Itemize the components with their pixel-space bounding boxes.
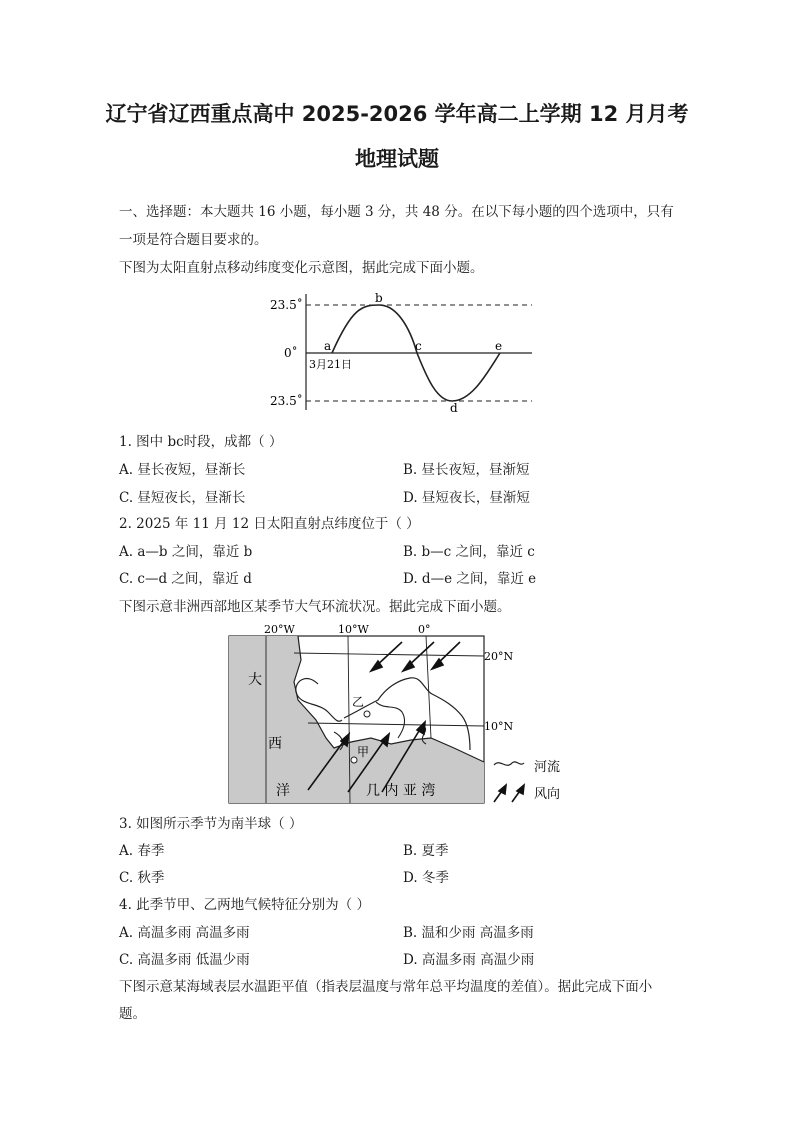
question-intro-1: 下图为太阳直射点移动纬度变化示意图，据此完成下面小题。 [119,260,484,276]
question-2-option-a[interactable]: A. a—b 之间，靠近 b [119,544,253,560]
y-label-top: 23.5˚ [270,298,303,312]
page-subtitle: 地理试题 [355,147,439,171]
question-2-option-b[interactable]: B. b—c 之间，靠近 c [403,544,535,560]
question-4-stem: 4. 此季节甲、乙两地气候特征分别为（ ） [119,897,370,913]
point-e: e [495,339,503,353]
wind-legend-icon [494,785,524,802]
date-label: 3月21日 [309,358,352,371]
page-title: 辽宁省辽西重点高中 2025-2026 学年高二上学期 12 月月考 [105,102,689,126]
question-4-option-d[interactable]: D. 高温多雨 高温少雨 [403,952,535,968]
gulf-label: 几 内 亚 湾 [366,783,436,799]
point-c: c [415,339,422,353]
west-africa-map [226,620,576,806]
point-d: d [450,401,458,415]
question-2-stem: 2. 2025 年 11 月 12 日太阳直射点纬度位于（ ） [119,516,420,532]
question-4-option-c[interactable]: C. 高温多雨 低温少雨 [119,952,250,968]
ocean-label-2: 西 [268,736,282,752]
question-intro-2: 下图示意非洲西部地区某季节大气环流状况。据此完成下面小题。 [119,599,511,615]
question-1-option-a[interactable]: A. 昼长夜短，昼渐长 [119,462,246,478]
question-1-option-b[interactable]: B. 昼长夜短，昼渐短 [403,462,530,478]
question-2-option-c[interactable]: C. c—d 之间，靠近 d [119,571,252,587]
question-3-stem: 3. 如图所示季节为南半球（ ） [119,816,303,832]
question-1-option-c[interactable]: C. 昼短夜长，昼渐长 [119,490,246,506]
y-label-bottom: 23.5˚ [270,394,303,408]
section-instructions: 一、选择题：本大题共 16 小题，每小题 3 分，共 48 分。在以下每小题的四个选项中，只有 [119,204,674,220]
question-3-option-b[interactable]: B. 夏季 [403,843,449,859]
point-a: a [324,339,332,353]
question-3-option-c[interactable]: C. 秋季 [119,870,165,886]
section-instructions-cont: 一项是符合题目要求的。 [119,232,268,248]
place-jia-label: 甲 [357,745,370,759]
place-yi-label: 乙 [352,695,365,709]
ocean-label-1: 大 [248,672,262,688]
solar-latitude-figure [262,288,542,418]
question-4-option-a[interactable]: A. 高温多雨 高温多雨 [119,925,250,941]
question-2-option-d[interactable]: D. d—e 之间，靠近 e [403,571,537,587]
point-b: b [375,291,383,305]
question-1-option-d[interactable]: D. 昼短夜长，昼渐短 [403,490,530,506]
y-label-mid: 0˚ [284,346,298,360]
question-3-option-a[interactable]: A. 春季 [119,843,165,859]
lat-20n-label: 20°N [484,650,514,663]
lon-10w-label: 10°W [338,623,369,636]
question-4-option-b[interactable]: B. 温和少雨 高温多雨 [403,925,534,941]
legend-wind-label: 风向 [534,787,561,802]
ocean-label-3: 洋 [276,783,290,799]
question-intro-3: 下图示意某海域表层水温距平值（指表层温度与常年总平均温度的差值）。据此完成下面小 [119,979,653,995]
question-3-option-d[interactable]: D. 冬季 [403,870,449,886]
legend-river-label: 河流 [534,760,561,775]
question-1-stem: 1. 图中 bc时段，成都（ ） [119,434,283,450]
river-legend-icon [494,762,524,765]
lat-10n-label: 10°N [484,720,514,733]
lon-0-label: 0° [418,623,431,636]
lon-20w-label: 20°W [264,623,295,636]
question-intro-3-cont: 题。 [119,1006,146,1022]
